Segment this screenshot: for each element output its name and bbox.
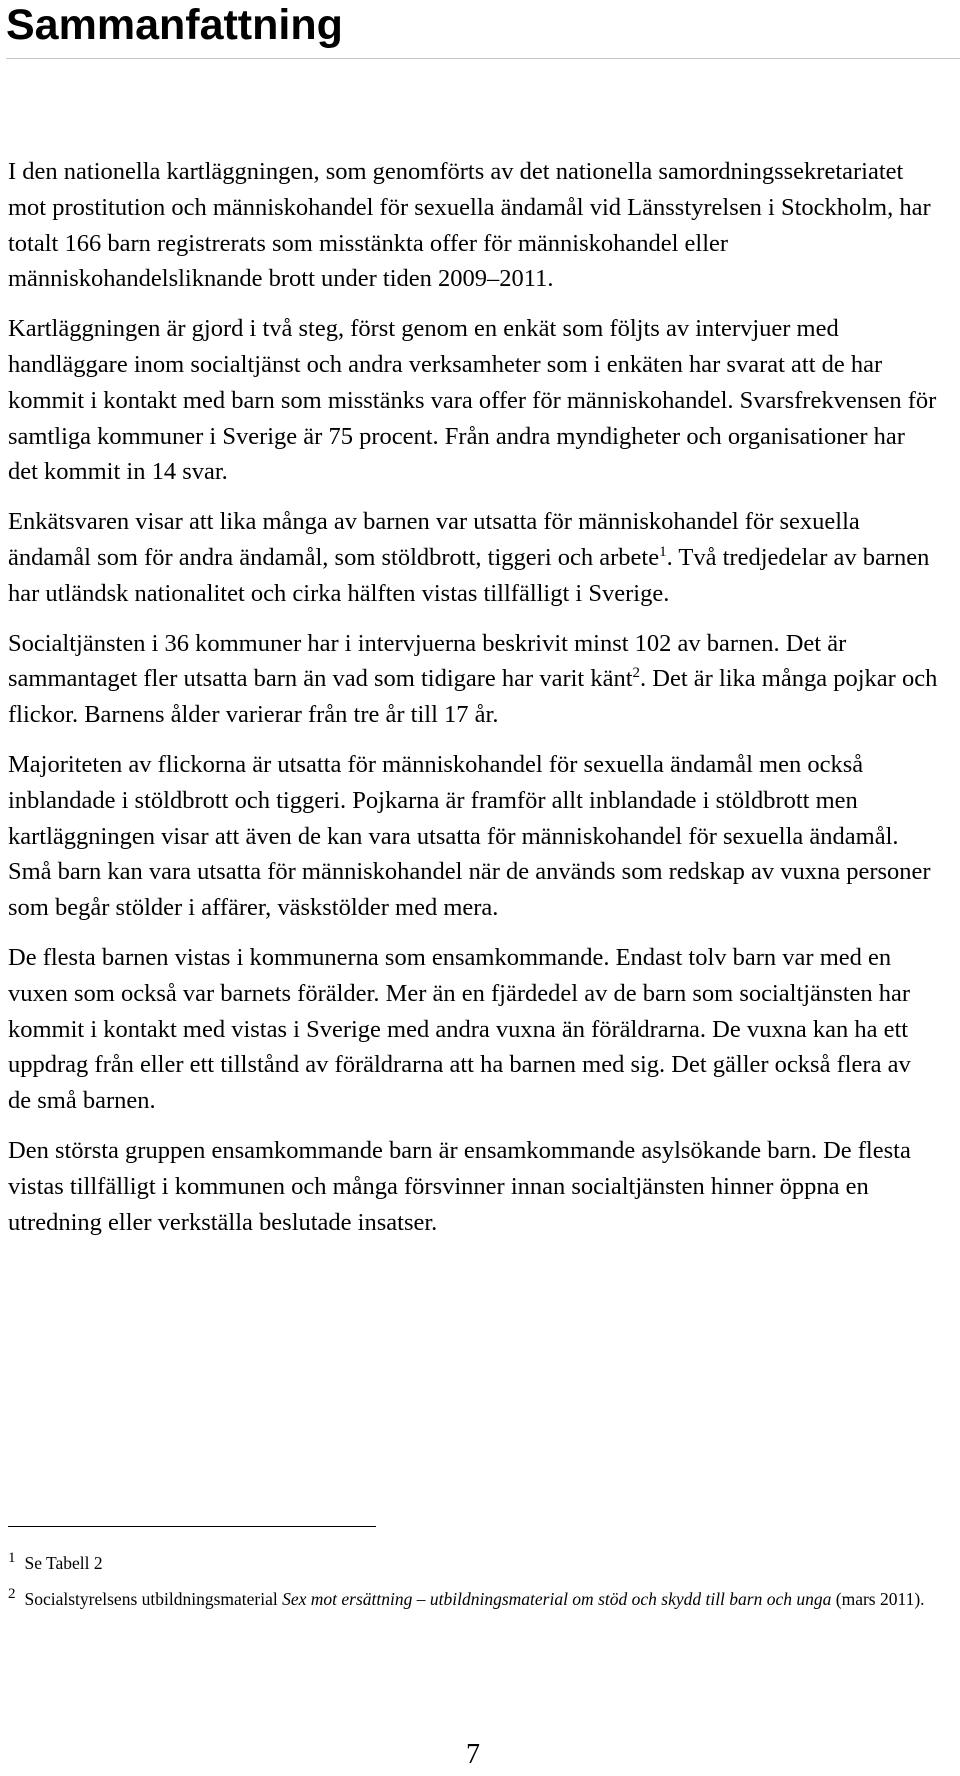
paragraph-6: De flesta barnen vistas i kommunerna som ensamkommande. Endast tolv barn var med en vuxen som också var barnets förälder. Mer än en fjärdedel av de barn som socialtjänsten har kommit i kontakt med vistas i Sverige med andra vuxna än föräldrarna. De vuxna kan ha ett uppdrag från eller ett tillstånd av föräldrarna att ha barnen med sig. Det gäller också flera av de små barnen. [8, 943, 911, 1115]
footnote-2-title: Sex mot ersättning – utbildningsmaterial om stöd och skydd till barn och unga [282, 1589, 832, 1609]
footnote-2-text-b: (mars 2011). [831, 1589, 925, 1609]
footnote-ref-1[interactable]: 1 [659, 543, 667, 560]
footnote-1-text: Se Tabell 2 [24, 1553, 103, 1573]
page-number: 7 [466, 1739, 480, 1770]
summary-body [8, 154, 938, 1254]
footnote-1-number: 1 [8, 1550, 16, 1567]
page-title: Sammanfattning [6, 0, 960, 59]
footnote-2-text-a: Socialstyrelsens utbildningsmaterial [24, 1589, 283, 1609]
footnote-1 [8, 1549, 938, 1577]
paragraph-3 [8, 504, 938, 611]
paragraph-2: Kartläggningen är gjord i två steg, först genom en enkät som följts av intervjuer med handläggare inom socialtjänst och andra verksamheter som i enkäten har svarat att de har kommit i kontakt med barn som misstänks vara offer för människohandel. Svarsfrekvensen för samtliga kommuner i Sverige är 75 procent. Från andra myndigheter och organisationer har det kommit in 14 svar. [8, 315, 937, 486]
footnote-ref-2[interactable]: 2 [632, 665, 641, 682]
paragraph-3-text-a: Enkätsvaren visar att lika många av barnen var utsatta för människohandel för sexuella ändamål som för andra ändamål, som stöldbrott, tiggeri och arbete [8, 508, 860, 571]
footnotes [8, 1549, 938, 1621]
footnote-divider [8, 1526, 376, 1527]
paragraph-5: Majoriteten av flickorna är utsatta för människohandel för sexuella ändamål men också inblandade i stöldbrott och tiggeri. Pojkarna är framför allt inblandade i stöldbrott men kartläggningen visar att även de kan vara utsatta för människohandel för sexuella ändamål. Små barn kan vara utsatta för människohandel när de används som redskap av vuxna personer som begår stölder i affärer, väskstölder med mera. [8, 750, 931, 922]
paragraph-3-text-b: . Två tredjedelar av barnen har utländsk nationalitet och cirka hälften vistas tillfälligt i Sverige. [8, 543, 930, 607]
paragraph-7: Den största gruppen ensamkommande barn är ensamkommande asylsökande barn. De flesta vistas tillfälligt i kommunen och många försvinner innan socialtjänsten hinner öppna en utredning eller verkställa beslutade insatser. [8, 1136, 911, 1236]
paragraph-1: I den nationella kartläggningen, som genomförts av det nationella samordningssekretariatet mot prostitution och människohandel för sexuella ändamål vid Länsstyrelsen i Stockholm, har totalt 166 barn registrerats som misstänkta offer för människohandel eller människohandelsliknande brott under tiden 2009–2011. [8, 158, 931, 293]
footnote-2-number: 2 [8, 1586, 16, 1603]
paragraph-4-text-b: . Det är lika många pojkar och flickor. Barnens ålder varierar från tre år till 17 år. [8, 665, 938, 729]
paragraph-4-text-a: Socialtjänsten i 36 kommuner har i intervjuerna beskrivit minst 102 av barnen. Det är sammantaget fler utsatta barn än vad som tidigare har varit känt [8, 629, 847, 693]
paragraph-4 [8, 626, 938, 733]
footnote-2 [8, 1585, 938, 1613]
